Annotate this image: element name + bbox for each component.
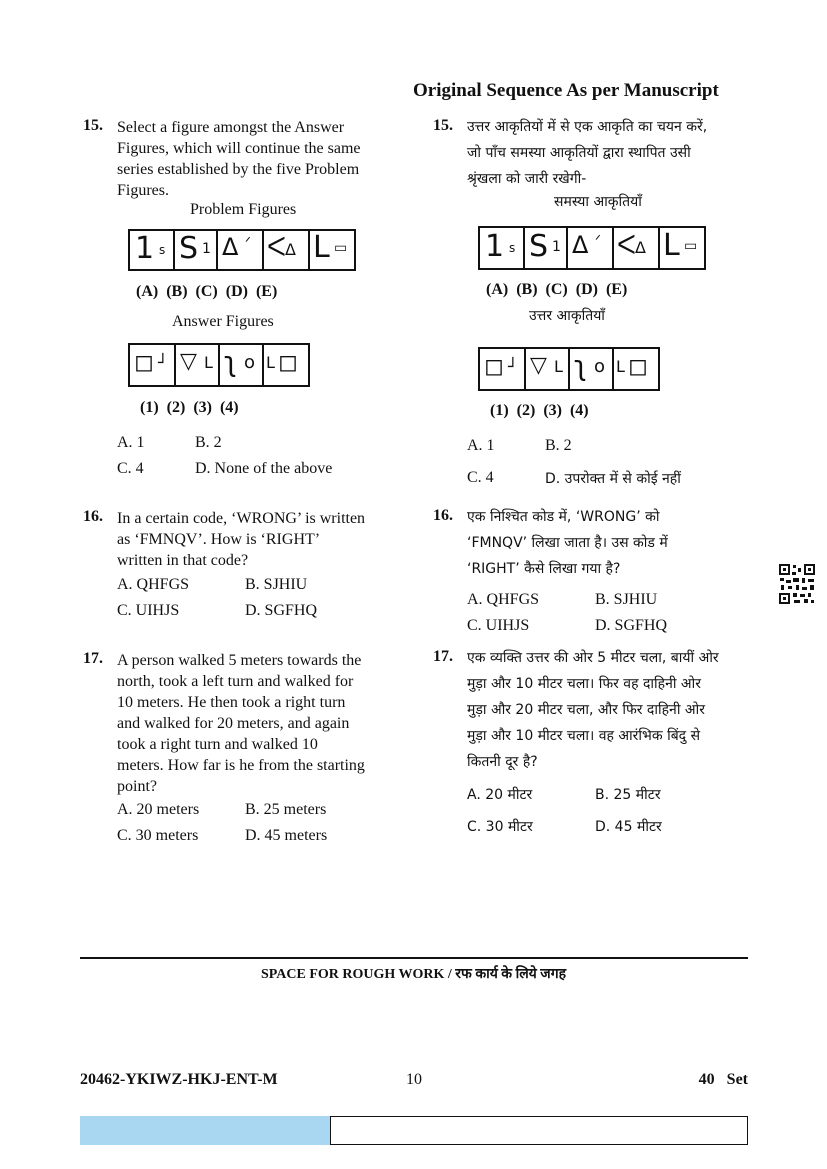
problem-figure-labels: (A) (B) (C) (D) (E)	[136, 283, 278, 300]
qr-code-icon	[778, 563, 816, 605]
problem-figures-caption: Problem Figures	[190, 201, 297, 218]
footer-box	[330, 1116, 748, 1145]
set-label: 40 Set	[698, 1071, 748, 1088]
figure-symbol: ◻	[628, 352, 648, 380]
question-line: point?	[117, 778, 157, 795]
question-number: 17.	[433, 648, 453, 665]
figure-symbol: L	[616, 357, 625, 376]
option-a: A. QHFGS	[467, 591, 540, 608]
question-line: took a right turn and walked 10	[117, 736, 318, 753]
figure-symbol: o	[244, 352, 256, 373]
figure-symbol: 1	[485, 229, 505, 264]
figure-symbol: 1	[552, 239, 561, 255]
figure-symbol: ◻	[484, 352, 504, 380]
answer-figures-strip	[478, 347, 660, 391]
problem-figure-c	[566, 228, 614, 268]
problem-figures-strip	[478, 226, 706, 270]
option-b: B. 25 meters	[245, 801, 327, 818]
figure-symbol: L	[266, 353, 275, 372]
figure-symbol: L	[313, 230, 330, 265]
problem-figure-e	[308, 231, 356, 269]
figure-symbol: ┘	[508, 357, 518, 376]
question-line: meters. How far is he from the starting	[117, 757, 365, 774]
figure-symbol: L	[663, 228, 680, 263]
option-c: C. 30 meters	[117, 827, 199, 844]
figure-symbol: L	[204, 353, 213, 372]
question-line: जो पाँच समस्या आकृतियों द्वारा स्थापित उसी	[467, 145, 691, 161]
question-text	[117, 508, 407, 571]
option-d: D. 45 मीटर	[595, 819, 662, 835]
answer-figure-2	[174, 345, 220, 385]
answer-figure-3	[218, 345, 264, 385]
option-a: A. QHFGS	[117, 576, 190, 593]
problem-figure-b	[523, 228, 568, 268]
figure-symbol: 1	[135, 231, 155, 266]
option-b: B. 25 मीटर	[595, 787, 661, 803]
option-a: A. 20 meters	[117, 801, 200, 818]
option-d: D. उपरोक्त में से कोई नहीं	[545, 471, 681, 487]
problem-figure-labels: (A) (B) (C) (D) (E)	[486, 281, 628, 298]
answer-figures-caption: उत्तर आकृतियाँ	[529, 308, 605, 324]
figure-symbol: ʅ	[574, 349, 587, 382]
question-text	[117, 117, 407, 201]
question-number: 15.	[433, 117, 453, 134]
question-line: Figures.	[117, 182, 169, 199]
answer-figure-2	[524, 349, 570, 389]
answer-figures-strip	[128, 343, 310, 387]
question-line: मुड़ा और 10 मीटर चला। फिर वह दाहिनी ओर	[467, 676, 701, 692]
page-number: 10	[406, 1071, 422, 1088]
option-b: B. 2	[195, 434, 222, 451]
paper-code: 20462-YKIWZ-HKJ-ENT-M	[80, 1071, 278, 1088]
footer-blue-bar	[80, 1116, 330, 1145]
figure-symbol: ʅ	[224, 345, 237, 378]
figure-symbol: ▽	[180, 349, 197, 374]
question-line: as ‘FMNQV’. How is ‘RIGHT’	[117, 531, 321, 548]
problem-figures-strip	[128, 229, 356, 271]
question-line: एक निश्चित कोड में, ‘WRONG’ को	[467, 509, 660, 525]
figure-symbol: ▽	[530, 353, 547, 378]
figure-symbol: s	[509, 241, 516, 255]
figure-symbol: ◻	[134, 348, 154, 376]
option-c: C. UIHJS	[117, 602, 180, 619]
figure-symbol: ┘	[158, 353, 168, 372]
rough-work-label: SPACE FOR ROUGH WORK / रफ कार्य के लिये जगह	[260, 967, 567, 982]
figure-symbol: ᐸ	[617, 231, 636, 261]
figure-symbol: Δ	[222, 233, 239, 261]
option-c: C. 4	[467, 469, 494, 486]
question-line: उत्तर आकृतियों में से एक आकृति का चयन करें,	[467, 119, 708, 135]
option-c: C. UIHJS	[467, 617, 530, 634]
figure-symbol: ᐟ	[595, 233, 601, 249]
option-d: D. 45 meters	[245, 827, 328, 844]
figure-symbol: S	[529, 229, 549, 264]
question-text	[467, 645, 777, 775]
question-text	[467, 114, 767, 192]
question-line: 10 meters. He then took a right turn	[117, 694, 346, 711]
option-d: D. None of the above	[195, 460, 333, 477]
figure-symbol: S	[179, 231, 199, 266]
question-line: series established by the five Problem	[117, 161, 360, 178]
option-b: B. SJHIU	[595, 591, 658, 608]
problem-figure-a	[480, 228, 523, 268]
answer-figures-caption: Answer Figures	[172, 313, 274, 330]
problem-figure-e	[658, 228, 706, 268]
answer-figure-4	[612, 349, 660, 389]
question-line: एक व्यक्ति उत्तर की ओर 5 मीटर चला, बायीं ओर	[467, 650, 719, 666]
question-line: श्रृंखला को जारी रखेगी-	[467, 171, 587, 187]
figure-symbol: L	[554, 357, 563, 376]
question-line: In a certain code, ‘WRONG’ is written	[117, 510, 366, 527]
question-line: written in that code?	[117, 552, 249, 569]
option-c: C. 30 मीटर	[467, 819, 533, 835]
problem-figure-d	[262, 231, 310, 269]
answer-figure-labels: (1) (2) (3) (4)	[140, 399, 239, 416]
answer-figure-4	[262, 345, 310, 385]
question-number: 16.	[83, 508, 103, 525]
problem-figure-a	[130, 231, 173, 269]
problem-figure-b	[173, 231, 218, 269]
option-b: B. 2	[545, 437, 572, 454]
answer-figure-3	[568, 349, 614, 389]
figure-symbol: Δ	[572, 231, 589, 259]
option-d: D. SGFHQ	[595, 617, 668, 634]
problem-figures-caption: समस्या आकृतियाँ	[554, 194, 642, 210]
answer-figure-labels: (1) (2) (3) (4)	[490, 402, 589, 419]
option-b: B. SJHIU	[245, 576, 308, 593]
figure-symbol: 1	[202, 241, 211, 257]
question-line: Select a figure amongst the Answer	[117, 119, 345, 136]
question-line: ‘RIGHT’ कैसे लिखा गया है?	[467, 561, 621, 577]
question-line: मुड़ा और 10 मीटर चला। वह आरंभिक बिंदु से	[467, 728, 701, 744]
figure-symbol: Δ	[285, 240, 296, 259]
option-a: A. 20 मीटर	[467, 787, 533, 803]
question-text	[467, 504, 757, 582]
question-line: north, took a left turn and walked for	[117, 673, 354, 690]
option-c: C. 4	[117, 460, 144, 477]
question-line: Figures, which will continue the same	[117, 140, 361, 157]
figure-symbol: ᐸ	[267, 233, 286, 263]
figure-symbol: ▭	[684, 238, 698, 254]
question-line: ‘FMNQV’ लिखा जाता है। उस कोड में	[467, 535, 668, 551]
problem-figure-c	[216, 231, 264, 269]
question-line: A person walked 5 meters towards the	[117, 652, 362, 669]
figure-symbol: o	[594, 356, 606, 377]
option-a: A. 1	[467, 437, 495, 454]
figure-symbol: Δ	[635, 238, 646, 257]
answer-figure-1	[480, 349, 524, 389]
figure-symbol: ▭	[334, 240, 348, 256]
question-number: 16.	[433, 507, 453, 524]
divider	[80, 957, 748, 959]
question-text	[117, 650, 407, 797]
figure-symbol: ◻	[278, 348, 298, 376]
figure-symbol: ᐟ	[245, 235, 251, 251]
answer-figure-1	[130, 345, 174, 385]
question-line: मुड़ा और 20 मीटर चला, और फिर दाहिनी ओर	[467, 702, 705, 718]
question-line: and walked for 20 meters, and again	[117, 715, 350, 732]
option-a: A. 1	[117, 434, 145, 451]
question-number: 15.	[83, 117, 103, 134]
figure-symbol: s	[159, 243, 166, 257]
question-line: कितनी दूर है?	[467, 754, 538, 770]
option-d: D. SGFHQ	[245, 602, 318, 619]
problem-figure-d	[612, 228, 660, 268]
question-number: 17.	[83, 650, 103, 667]
page-title: Original Sequence As per Manuscript	[413, 80, 719, 101]
